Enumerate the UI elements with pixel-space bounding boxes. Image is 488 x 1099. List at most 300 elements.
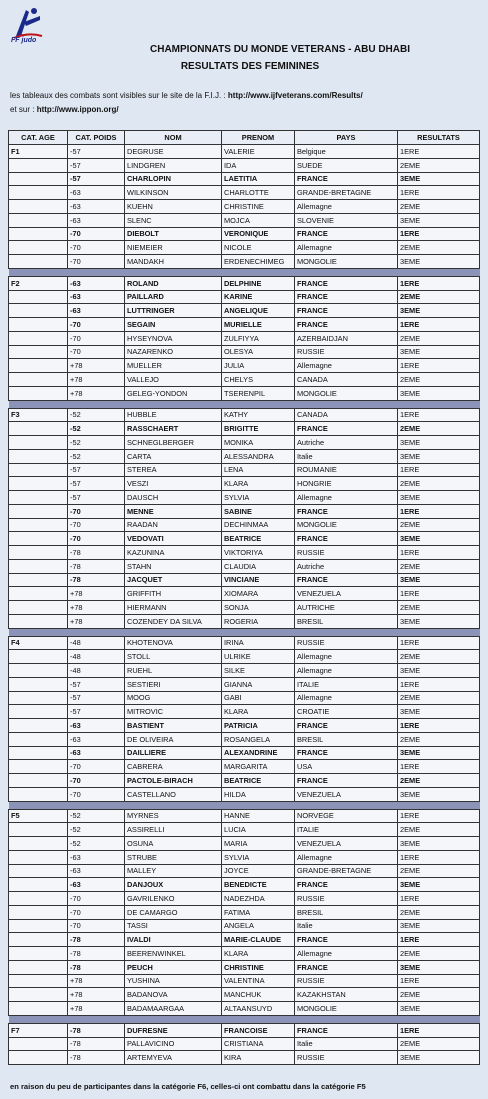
- pays-cell: MONGOLIE: [295, 386, 398, 400]
- nom-cell: CHARLOPIN: [125, 172, 222, 186]
- pays-cell: FRANCE: [295, 532, 398, 546]
- resultat-cell: 3EME: [398, 491, 480, 505]
- prenom-cell: HILDA: [222, 787, 295, 801]
- ijf-link[interactable]: http://www.ijfveterans.com/Results/: [227, 91, 363, 100]
- cat-poids-cell: -48: [68, 664, 125, 678]
- cat-poids-cell: -52: [68, 837, 125, 851]
- cat-poids-cell: -78: [68, 559, 125, 573]
- cat-age-cell: [9, 719, 68, 733]
- cat-age-cell: [9, 919, 68, 933]
- prenom-cell: KLARA: [222, 705, 295, 719]
- pays-cell: RUSSIE: [295, 974, 398, 988]
- table-row: [9, 823, 480, 837]
- pays-cell: VENEZUELA: [295, 787, 398, 801]
- cat-age-cell: F2: [9, 276, 68, 290]
- pays-cell: Italie: [295, 1037, 398, 1051]
- group-separator: [9, 400, 480, 408]
- resultat-cell: 3EME: [398, 1051, 480, 1065]
- nom-cell: DANJOUX: [125, 878, 222, 892]
- cat-poids-cell: -63: [68, 200, 125, 214]
- cat-age-cell: [9, 746, 68, 760]
- resultat-cell: 1ERE: [398, 587, 480, 601]
- resultat-cell: 3EME: [398, 255, 480, 269]
- resultat-cell: 2EME: [398, 774, 480, 788]
- cat-age-cell: [9, 573, 68, 587]
- table-row: [9, 1002, 480, 1016]
- cat-poids-cell: -78: [68, 1023, 125, 1037]
- prenom-cell: FATIMA: [222, 905, 295, 919]
- prenom-cell: KARINE: [222, 290, 295, 304]
- cat-age-cell: [9, 837, 68, 851]
- cat-poids-cell: -70: [68, 331, 125, 345]
- prenom-cell: CRISTIANA: [222, 1037, 295, 1051]
- nom-cell: HYSEYNOVA: [125, 331, 222, 345]
- pays-cell: Allemagne: [295, 359, 398, 373]
- pays-cell: USA: [295, 760, 398, 774]
- resultat-cell: 3EME: [398, 746, 480, 760]
- nom-cell: VALLEJO: [125, 373, 222, 387]
- separator-cell: [9, 801, 68, 809]
- resultat-cell: 3EME: [398, 705, 480, 719]
- prenom-cell: CHRISTINE: [222, 960, 295, 974]
- pays-cell: BRESIL: [295, 614, 398, 628]
- cat-age-cell: [9, 947, 68, 961]
- cat-age-cell: [9, 650, 68, 664]
- info-text-2: et sur :: [10, 105, 37, 114]
- pays-cell: BRESIL: [295, 732, 398, 746]
- resultat-cell: 3EME: [398, 345, 480, 359]
- resultat-cell: 1ERE: [398, 760, 480, 774]
- pays-cell: RUSSIE: [295, 892, 398, 906]
- prenom-cell: ANGELA: [222, 919, 295, 933]
- table-row: [9, 636, 480, 650]
- pays-cell: FRANCE: [295, 573, 398, 587]
- table-row: [9, 345, 480, 359]
- prenom-cell: CHELYS: [222, 373, 295, 387]
- pays-cell: HONGRIE: [295, 477, 398, 491]
- prenom-cell: VERONIQUE: [222, 227, 295, 241]
- resultat-cell: 2EME: [398, 823, 480, 837]
- nom-cell: PALLAVICINO: [125, 1037, 222, 1051]
- pays-cell: GRANDE-BRETAGNE: [295, 864, 398, 878]
- group-separator: [9, 1015, 480, 1023]
- nom-cell: NAZARENKO: [125, 345, 222, 359]
- prenom-cell: MARGARITA: [222, 760, 295, 774]
- prenom-cell: JOYCE: [222, 864, 295, 878]
- nom-cell: PACTOLE-BIRACH: [125, 774, 222, 788]
- resultat-cell: 1ERE: [398, 463, 480, 477]
- nom-cell: NIEMEIER: [125, 241, 222, 255]
- table-row: [9, 145, 480, 159]
- nom-cell: DEGRUSE: [125, 145, 222, 159]
- cat-poids-cell: -70: [68, 905, 125, 919]
- cat-age-cell: [9, 1002, 68, 1016]
- resultat-cell: 2EME: [398, 947, 480, 961]
- table-row: [9, 477, 480, 491]
- prenom-cell: KLARA: [222, 947, 295, 961]
- ippon-link[interactable]: http://www.ippon.org/: [36, 105, 119, 114]
- nom-cell: GRIFFITH: [125, 587, 222, 601]
- separator-cell: [125, 1015, 222, 1023]
- table-row: [9, 255, 480, 269]
- table-row: [9, 559, 480, 573]
- resultat-cell: 3EME: [398, 213, 480, 227]
- cat-age-cell: [9, 290, 68, 304]
- cat-poids-cell: -78: [68, 573, 125, 587]
- pays-cell: ITALIE: [295, 823, 398, 837]
- nom-cell: WILKINSON: [125, 186, 222, 200]
- separator-cell: [9, 1015, 68, 1023]
- cat-poids-cell: -57: [68, 491, 125, 505]
- nom-cell: HUBBLE: [125, 408, 222, 422]
- pays-cell: Allemagne: [295, 850, 398, 864]
- pays-cell: FRANCE: [295, 304, 398, 318]
- cat-poids-cell: -70: [68, 318, 125, 332]
- nom-cell: DE OLIVEIRA: [125, 732, 222, 746]
- prenom-cell: JULIA: [222, 359, 295, 373]
- cat-poids-cell: -78: [68, 546, 125, 560]
- table-row: [9, 947, 480, 961]
- cat-poids-cell: -52: [68, 436, 125, 450]
- cat-age-cell: [9, 186, 68, 200]
- cat-age-cell: [9, 532, 68, 546]
- resultat-cell: 3EME: [398, 1002, 480, 1016]
- prenom-cell: KATHY: [222, 408, 295, 422]
- nom-cell: DAILLIERE: [125, 746, 222, 760]
- table-row: [9, 186, 480, 200]
- table-row: [9, 373, 480, 387]
- separator-cell: [222, 400, 295, 408]
- nom-cell: TASSI: [125, 919, 222, 933]
- cat-age-cell: [9, 304, 68, 318]
- separator-cell: [295, 801, 398, 809]
- nom-cell: BEERENWINKEL: [125, 947, 222, 961]
- table-row: [9, 304, 480, 318]
- table-row: [9, 988, 480, 1002]
- info-line-1: [10, 91, 363, 100]
- prenom-cell: MONIKA: [222, 436, 295, 450]
- footer-note: en raison du peu de participantes dans la catégorie F6, celles-ci ont combattu dans la catégorie F5: [10, 1082, 366, 1091]
- prenom-cell: BEATRICE: [222, 774, 295, 788]
- prenom-cell: ROSANGELA: [222, 732, 295, 746]
- nom-cell: BADANOVA: [125, 988, 222, 1002]
- cat-poids-cell: -63: [68, 732, 125, 746]
- cat-poids-cell: -70: [68, 518, 125, 532]
- cat-age-cell: [9, 318, 68, 332]
- pays-cell: FRANCE: [295, 878, 398, 892]
- table-row: [9, 719, 480, 733]
- cat-poids-cell: +78: [68, 601, 125, 615]
- header-nom: NOM: [125, 131, 222, 145]
- cat-poids-cell: -57: [68, 691, 125, 705]
- nom-cell: KAZUNINA: [125, 546, 222, 560]
- cat-age-cell: [9, 359, 68, 373]
- table-row: [9, 573, 480, 587]
- nom-cell: STRUBE: [125, 850, 222, 864]
- prenom-cell: CHRISTINE: [222, 200, 295, 214]
- nom-cell: ASSIRELLI: [125, 823, 222, 837]
- cat-poids-cell: -63: [68, 719, 125, 733]
- prenom-cell: FRANCOISE: [222, 1023, 295, 1037]
- nom-cell: CABRERA: [125, 760, 222, 774]
- resultat-cell: 1ERE: [398, 892, 480, 906]
- info-text-1: les tableaux des combats sont visibles sur le site de la F.I.J. :: [10, 91, 228, 100]
- resultat-cell: 1ERE: [398, 408, 480, 422]
- nom-cell: BASTIENT: [125, 719, 222, 733]
- nom-cell: CASTELLANO: [125, 787, 222, 801]
- pays-cell: FRANCE: [295, 318, 398, 332]
- table-row: [9, 614, 480, 628]
- nom-cell: PAILLARD: [125, 290, 222, 304]
- resultat-cell: 2EME: [398, 158, 480, 172]
- cat-poids-cell: -78: [68, 933, 125, 947]
- table-body: [9, 145, 480, 1065]
- cat-poids-cell: -70: [68, 255, 125, 269]
- cat-poids-cell: -70: [68, 532, 125, 546]
- resultat-cell: 2EME: [398, 373, 480, 387]
- resultat-cell: 3EME: [398, 532, 480, 546]
- table-row: [9, 518, 480, 532]
- nom-cell: MOOG: [125, 691, 222, 705]
- cat-age-cell: [9, 504, 68, 518]
- cat-poids-cell: -78: [68, 1051, 125, 1065]
- cat-poids-cell: -70: [68, 241, 125, 255]
- cat-age-cell: [9, 892, 68, 906]
- cat-age-cell: [9, 227, 68, 241]
- resultat-cell: 1ERE: [398, 809, 480, 823]
- resultat-cell: 2EME: [398, 1037, 480, 1051]
- separator-cell: [125, 628, 222, 636]
- cat-poids-cell: -78: [68, 947, 125, 961]
- cat-age-cell: [9, 172, 68, 186]
- pays-cell: FRANCE: [295, 774, 398, 788]
- table-row: [9, 1023, 480, 1037]
- resultat-cell: 1ERE: [398, 145, 480, 159]
- table-row: [9, 227, 480, 241]
- resultat-cell: 1ERE: [398, 318, 480, 332]
- cat-age-cell: [9, 255, 68, 269]
- cat-age-cell: [9, 546, 68, 560]
- separator-cell: [295, 268, 398, 276]
- pays-cell: VENEZUELA: [295, 587, 398, 601]
- separator-cell: [222, 628, 295, 636]
- cat-age-cell: F1: [9, 145, 68, 159]
- resultat-cell: 2EME: [398, 691, 480, 705]
- cat-age-cell: [9, 664, 68, 678]
- table-row: [9, 760, 480, 774]
- separator-cell: [9, 268, 68, 276]
- resultat-cell: 3EME: [398, 664, 480, 678]
- table-row: [9, 787, 480, 801]
- pays-cell: FRANCE: [295, 504, 398, 518]
- table-row: [9, 960, 480, 974]
- table-row: [9, 546, 480, 560]
- prenom-cell: HANNE: [222, 809, 295, 823]
- cat-age-cell: [9, 345, 68, 359]
- pays-cell: SUEDE: [295, 158, 398, 172]
- cat-age-cell: [9, 386, 68, 400]
- nom-cell: LINDGREN: [125, 158, 222, 172]
- prenom-cell: IDA: [222, 158, 295, 172]
- separator-cell: [68, 801, 125, 809]
- pays-cell: RUSSIE: [295, 636, 398, 650]
- nom-cell: RAADAN: [125, 518, 222, 532]
- header-pays: PAYS: [295, 131, 398, 145]
- pays-cell: Autriche: [295, 436, 398, 450]
- prenom-cell: ULRIKE: [222, 650, 295, 664]
- pays-cell: RUSSIE: [295, 345, 398, 359]
- cat-poids-cell: +78: [68, 974, 125, 988]
- prenom-cell: ERDENECHIMEG: [222, 255, 295, 269]
- resultat-cell: 3EME: [398, 172, 480, 186]
- prenom-cell: LENA: [222, 463, 295, 477]
- cat-age-cell: [9, 158, 68, 172]
- prenom-cell: ZULFIYYA: [222, 331, 295, 345]
- table-row: [9, 691, 480, 705]
- pays-cell: FRANCE: [295, 719, 398, 733]
- cat-poids-cell: -78: [68, 960, 125, 974]
- prenom-cell: VALERIE: [222, 145, 295, 159]
- table-row: [9, 601, 480, 615]
- nom-cell: LUTTRINGER: [125, 304, 222, 318]
- table-row: [9, 974, 480, 988]
- resultat-cell: 2EME: [398, 241, 480, 255]
- separator-cell: [295, 1015, 398, 1023]
- cat-poids-cell: -52: [68, 449, 125, 463]
- cat-age-cell: [9, 463, 68, 477]
- table-row: [9, 732, 480, 746]
- table-row: [9, 408, 480, 422]
- resultat-cell: 2EME: [398, 290, 480, 304]
- separator-cell: [398, 628, 480, 636]
- cat-age-cell: [9, 774, 68, 788]
- nom-cell: ARTEMYEVA: [125, 1051, 222, 1065]
- cat-age-cell: [9, 241, 68, 255]
- cat-age-cell: [9, 200, 68, 214]
- pays-cell: MONGOLIE: [295, 255, 398, 269]
- pays-cell: FRANCE: [295, 276, 398, 290]
- nom-cell: VESZI: [125, 477, 222, 491]
- separator-cell: [68, 1015, 125, 1023]
- resultat-cell: 2EME: [398, 518, 480, 532]
- table-row: [9, 864, 480, 878]
- cat-poids-cell: -63: [68, 878, 125, 892]
- nom-cell: GELEG-YONDON: [125, 386, 222, 400]
- resultat-cell: 1ERE: [398, 719, 480, 733]
- cat-poids-cell: -70: [68, 919, 125, 933]
- cat-age-cell: [9, 850, 68, 864]
- prenom-cell: NADEZHDA: [222, 892, 295, 906]
- separator-cell: [68, 400, 125, 408]
- pays-cell: MONGOLIE: [295, 518, 398, 532]
- prenom-cell: CHARLOTTE: [222, 186, 295, 200]
- nom-cell: RASSCHAERT: [125, 422, 222, 436]
- cat-poids-cell: +78: [68, 988, 125, 1002]
- nom-cell: MANDAKH: [125, 255, 222, 269]
- pays-cell: Allemagne: [295, 691, 398, 705]
- cat-age-cell: [9, 864, 68, 878]
- table-row: [9, 1051, 480, 1065]
- cat-poids-cell: +78: [68, 614, 125, 628]
- cat-poids-cell: -57: [68, 158, 125, 172]
- table-row: [9, 878, 480, 892]
- cat-age-cell: [9, 787, 68, 801]
- cat-poids-cell: -63: [68, 290, 125, 304]
- nom-cell: HIERMANN: [125, 601, 222, 615]
- cat-poids-cell: -57: [68, 463, 125, 477]
- nom-cell: MUELLER: [125, 359, 222, 373]
- cat-age-cell: [9, 373, 68, 387]
- resultat-cell: 1ERE: [398, 227, 480, 241]
- nom-cell: MITROVIC: [125, 705, 222, 719]
- nom-cell: RUEHL: [125, 664, 222, 678]
- cat-age-cell: F4: [9, 636, 68, 650]
- table-row: [9, 158, 480, 172]
- nom-cell: STAHN: [125, 559, 222, 573]
- cat-age-cell: [9, 213, 68, 227]
- prenom-cell: PATRICIA: [222, 719, 295, 733]
- separator-cell: [68, 268, 125, 276]
- prenom-cell: DELPHINE: [222, 276, 295, 290]
- header-cat-age: CAT. AGE: [9, 131, 68, 145]
- prenom-cell: KIRA: [222, 1051, 295, 1065]
- prenom-cell: MOJCA: [222, 213, 295, 227]
- table-row: [9, 359, 480, 373]
- prenom-cell: SYLVIA: [222, 850, 295, 864]
- table-row: [9, 386, 480, 400]
- pays-cell: MONGOLIE: [295, 1002, 398, 1016]
- prenom-cell: BENEDICTE: [222, 878, 295, 892]
- nom-cell: YUSHINA: [125, 974, 222, 988]
- pays-cell: GRANDE-BRETAGNE: [295, 186, 398, 200]
- cat-poids-cell: +78: [68, 1002, 125, 1016]
- table-row: [9, 905, 480, 919]
- resultat-cell: 3EME: [398, 304, 480, 318]
- nom-cell: MYRNES: [125, 809, 222, 823]
- cat-age-cell: [9, 878, 68, 892]
- pays-cell: RUSSIE: [295, 546, 398, 560]
- prenom-cell: ALESSANDRA: [222, 449, 295, 463]
- pays-cell: Italie: [295, 449, 398, 463]
- prenom-cell: ALEXANDRINE: [222, 746, 295, 760]
- cat-age-cell: [9, 691, 68, 705]
- prenom-cell: MURIELLE: [222, 318, 295, 332]
- header-cat-poids: CAT. POIDS: [68, 131, 125, 145]
- pays-cell: Allemagne: [295, 491, 398, 505]
- cat-age-cell: [9, 449, 68, 463]
- pays-cell: Allemagne: [295, 200, 398, 214]
- resultat-cell: 3EME: [398, 449, 480, 463]
- prenom-cell: BEATRICE: [222, 532, 295, 546]
- separator-cell: [68, 628, 125, 636]
- nom-cell: CARTA: [125, 449, 222, 463]
- table-row: [9, 1037, 480, 1051]
- resultat-cell: 1ERE: [398, 850, 480, 864]
- nom-cell: MALLEY: [125, 864, 222, 878]
- nom-cell: OSUNA: [125, 837, 222, 851]
- pays-cell: FRANCE: [295, 933, 398, 947]
- prenom-cell: IRINA: [222, 636, 295, 650]
- cat-age-cell: [9, 601, 68, 615]
- prenom-cell: VALENTINA: [222, 974, 295, 988]
- cat-poids-cell: -70: [68, 892, 125, 906]
- prenom-cell: CLAUDIA: [222, 559, 295, 573]
- logo-text: FF judo: [11, 37, 37, 44]
- nom-cell: DIEBOLT: [125, 227, 222, 241]
- table-row: [9, 318, 480, 332]
- cat-poids-cell: -70: [68, 345, 125, 359]
- prenom-cell: ROGERIA: [222, 614, 295, 628]
